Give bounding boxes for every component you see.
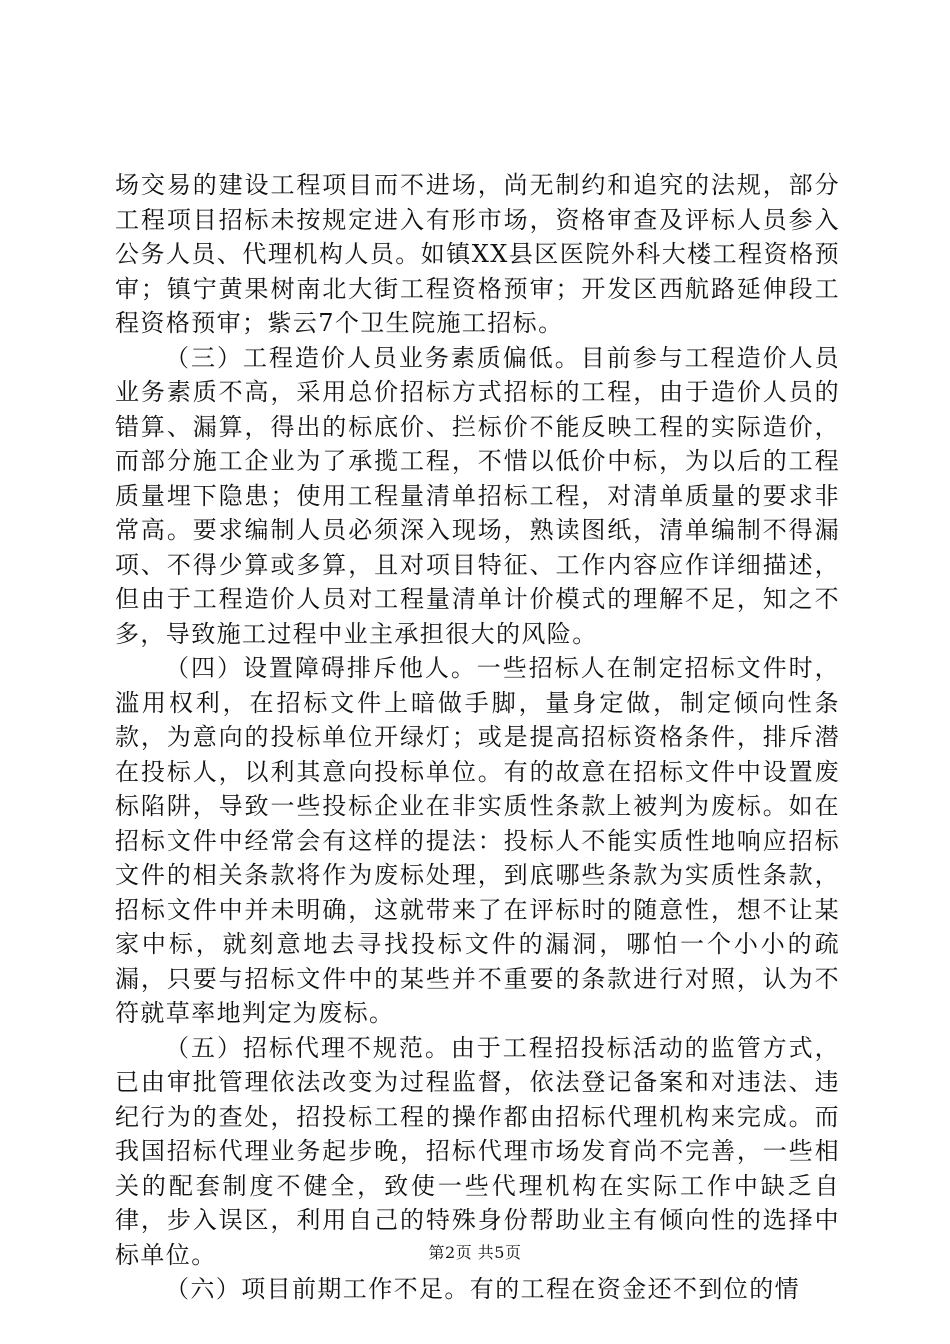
document-body [115, 168, 840, 1307]
paragraph-section-4: （四）设置障碍排斥他人。一些招标人在制定招标文件时，滥用权利，在招标文件上暗做手脚，量身定做，制定倾向性条款，为意向的投标单位开绿灯；或是提高招标资格条件，排斥潜在投标人，以利其意向投标单位。有的故意在招标文件中设置废标陷阱，导致一些投标企业在非实质性条款上被判为废标。如在招标文件中经常会有这样的提法：投标人不能实质性地响应招标文件的相关条款将作为废标处理，到底哪些条款为实质性条款，招标文件中并未明确，这就带来了在评标时的随意性，想不让某家中标，就刻意地去寻找投标文件的漏洞，哪怕一个小小的疏漏，只要与招标文件中的某些并不重要的条款进行对照，认为不符就草率地判定为废标。 [115, 654, 840, 1027]
paragraph-section-6: （六）项目前期工作不足。有的工程在资金还不到位的情 [165, 1275, 800, 1303]
paragraph-section-3: （三）工程造价人员业务素质偏低。目前参与工程造价人员业务素质不高，采用总价招标方式招标的工程，由于造价人员的错算、漏算，得出的标底价、拦标价不能反映工程的实际造价，而部分施工企业为了承揽工程，不惜以低价中标，为以后的工程质量埋下隐患；使用工程量清单招标工程，对清单质量的要求非常高。要求编制人员必须深入现场，熟读图纸，清单编制不得漏项、不得少算或多算，且对项目特征、工作内容应作详细描述，但由于工程造价人员对工程量清单计价模式的理解不足，知之不多，导致施工过程中业主承担很大的风险。 [115, 343, 840, 648]
paragraph-section-5: （五）招标代理不规范。由于工程招投标活动的监管方式，已由审批管理依法改变为过程监督，依法登记备案和对违法、违纪行为的查处，招投标工程的操作都由招标代理机构来完成。而我国招标代理业务起步晚，招标代理市场发育尚不完善，一些相关的配套制度不健全，致使一些代理机构在实际工作中缺乏自律，步入误区，利用自己的特殊身份帮助业主有倾向性的选择中标单位。 [115, 1033, 840, 1269]
page-footer: 第2页 共5页 [428, 1243, 522, 1262]
paragraph-continuation: 场交易的建设工程项目而不进场，尚无制约和追究的法规，部分工程项目招标未按规定进入有形市场，资格审查及评标人员参入公务人员、代理机构人员。如镇XX县区医院外科大楼工程资格预审；镇宁黄果树南北大街工程资格预审；开发区西航路延伸段工程资格预审；紫云7个卫生院施工招标。 [115, 171, 840, 337]
